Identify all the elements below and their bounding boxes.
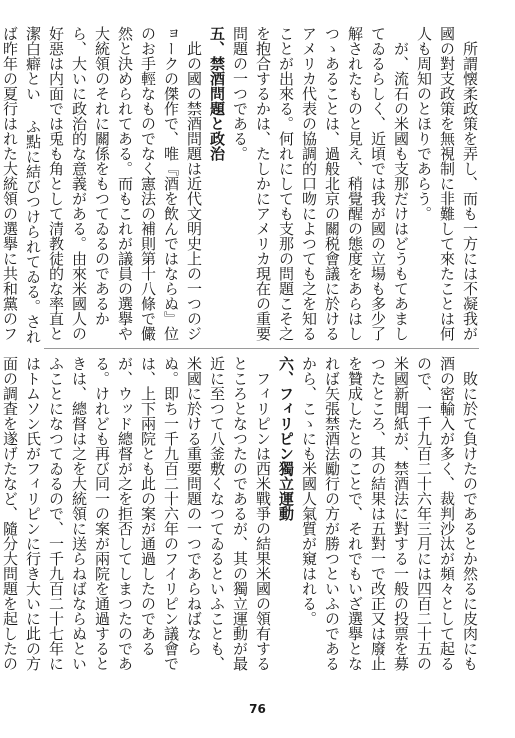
paragraph: が、流石の米國も支那だけはどうもてあましてゐるらしく、近頃では我が國の立場も多少了解されたものと見え、稍覺醒の態度をあらはしつゝあることは、過般北京の關税會議に於けるアメリカ代表の協調的口吻によつても之を知ることが出來る。何れにしても支那の問題こそ之を抱合するかは、たしかにアメリカ現在の重要問題の一つである。 (231, 26, 410, 341)
section-divider (44, 348, 479, 349)
section-heading: 六、フィリピン獨立運動 (277, 356, 295, 521)
upper-text-column (1, 26, 481, 344)
section-heading: 五、禁酒問題と政治 (208, 26, 226, 161)
lower-text-column (1, 356, 481, 676)
paragraph: 敗に於て負けたのであるとか然るに皮肉にも酒の密輸入が多く、裁判沙汰が頻々として起るので、一千九百二十六年三月には四百二十五の米國新聞紙が、禁酒法に對する一般の投票を募つたところ、其の結果は五對一で改正又は廢止を贊成したとのことで、それでもいざ選擧となれば矢張禁酒法勵行の方が勝つといふのであるから、こゝにも米國人氣質が窺はれる。 (300, 356, 479, 671)
paragraph: 此の國の禁酒問題は近代文明史上の一つのジョークの傑作で、唯『酒を飲んではならぬ』位のお手輕なものでなく憲法の補則第十八條で儼然と決められてある。而もこれが議員の選擧や大統領のそれに關係をもつてゐるのであるから、大いに政治的な意義がある。由來米國人の好惡は内面では兎も角として清教徒的な率直と潔白癖とい ふ點に結びつけられてゐる。されば昨年の夏行はれた大統領の選擧に共和黨のフ (1, 26, 203, 344)
paragraph: フィリピンは西米戰爭の結果米國の領有するところとなつたのであるが、其の獨立運動が最近に至つて八釜敷くなつてゐるといふことも、米國に於ける重要問題の一つであらねばならぬ。即ち一千九百二十六年のフイリピン議會では、上下兩院とも此の案が通過したのであるが、ウッド總督が之を拒否してしまつたのである。けれども再び同一の案が兩院を通過するときは、總督は之を大統領に送らねばならぬといふことになつてゐるので、一千九百二十七年にはトムソン氏がフィリピンに行き大いに此の方面の調査を遂げたなど、隨分大問題を起したの (1, 356, 272, 671)
page-number: 76 (249, 702, 266, 716)
paragraph: 所謂懐柔政策を弄し、而も一方には不凝我が國の對支政策を無視制に非難して來たことは何人も周知のとほりであらう。 (415, 26, 479, 341)
